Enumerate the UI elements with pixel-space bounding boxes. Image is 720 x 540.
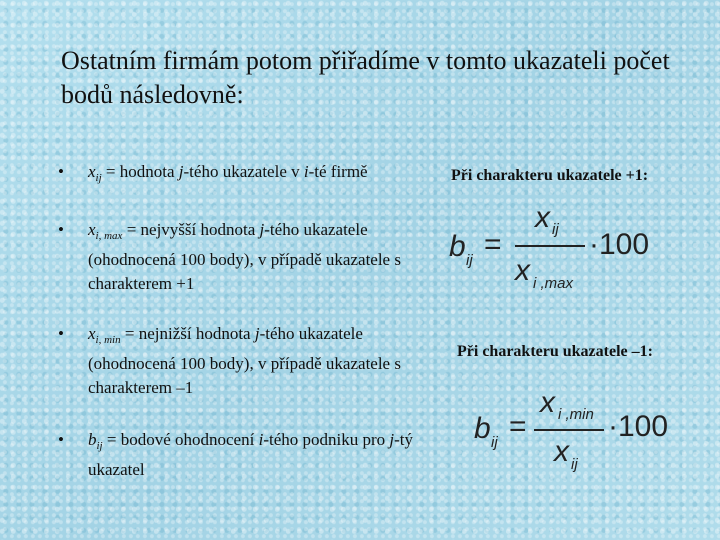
bullet-icon: • <box>58 162 64 181</box>
definition-part: -tého ukazatele (ohodnocená 100 body), v případě ukazatele s charakterem –1 <box>88 324 401 397</box>
definition-text <box>88 160 428 190</box>
formula-denominator-subscript: ij <box>571 456 578 473</box>
index-j: j <box>178 162 184 181</box>
symbol-subscript: i, max <box>95 230 123 242</box>
definition-part: = nejnižší hodnota <box>120 324 255 343</box>
definition-item-xij <box>58 160 428 190</box>
formula-numerator-subscript: i ,min <box>558 406 594 423</box>
case-minus-label: Při charakteru ukazatele –1: <box>457 343 653 360</box>
definition-text <box>88 218 428 296</box>
formula-lhs: b <box>449 230 466 263</box>
definition-item-bij <box>58 428 428 482</box>
index-j: j <box>259 220 265 239</box>
formula-multiplier: ·100 <box>589 228 650 261</box>
formula-lhs-subscript: ij <box>466 252 473 269</box>
formula-equals: = <box>509 410 527 443</box>
symbol-subscript: ij <box>95 172 102 184</box>
formula-denominator: x <box>515 254 530 287</box>
definition-item-ximin <box>58 322 428 400</box>
definition-part: = hodnota <box>101 162 179 181</box>
definition-part: = bodové ohodnocení <box>102 430 259 449</box>
index-j: j <box>254 324 260 343</box>
formula-lhs-subscript: ij <box>491 434 498 451</box>
formula-denominator: x <box>554 435 569 468</box>
definition-item-ximax <box>58 218 428 296</box>
definition-part: -tého ukazatele (ohodnocená 100 body), v případě ukazatele s charakterem +1 <box>88 220 401 293</box>
case-plus-label: Při charakteru ukazatele +1: <box>451 167 649 184</box>
formula-numerator: x <box>540 386 555 419</box>
symbol: x <box>88 162 96 181</box>
formula-plus <box>447 201 667 295</box>
definition-part: -tého ukazatele v <box>183 162 304 181</box>
definition-part: -tý ukazatel <box>88 430 414 479</box>
formula-denominator-subscript: i ,max <box>533 275 574 292</box>
definition-part: -té firmě <box>308 162 368 181</box>
index-i: i <box>303 162 309 181</box>
symbol: b <box>88 430 97 449</box>
slide-title: Ostatním firmám potom přiřadíme v tomto ukazateli počet bodů následovně: <box>61 46 670 109</box>
fraction-bar <box>515 245 585 247</box>
formula-multiplier: ·100 <box>608 410 669 443</box>
bullet-icon: • <box>58 220 64 239</box>
definition-part: -tého podniku pro <box>263 430 390 449</box>
definition-text <box>88 322 428 400</box>
definition-part: = nejvyšší hodnota <box>122 220 260 239</box>
formula-minus <box>472 386 692 482</box>
symbol-subscript: ij <box>96 440 103 452</box>
index-j: j <box>389 430 395 449</box>
fraction-bar <box>534 429 604 431</box>
formula-numerator: x <box>535 201 550 234</box>
formula-lhs: b <box>474 412 491 445</box>
symbol-subscript: i, min <box>95 334 121 346</box>
formula-numerator-subscript: ij <box>552 221 559 238</box>
bullet-icon: • <box>58 324 64 343</box>
definition-text <box>88 428 428 482</box>
bullet-icon: • <box>58 430 64 449</box>
formula-equals: = <box>484 228 502 261</box>
index-i: i <box>258 430 264 449</box>
symbol: x <box>88 220 96 239</box>
symbol: x <box>88 324 96 343</box>
